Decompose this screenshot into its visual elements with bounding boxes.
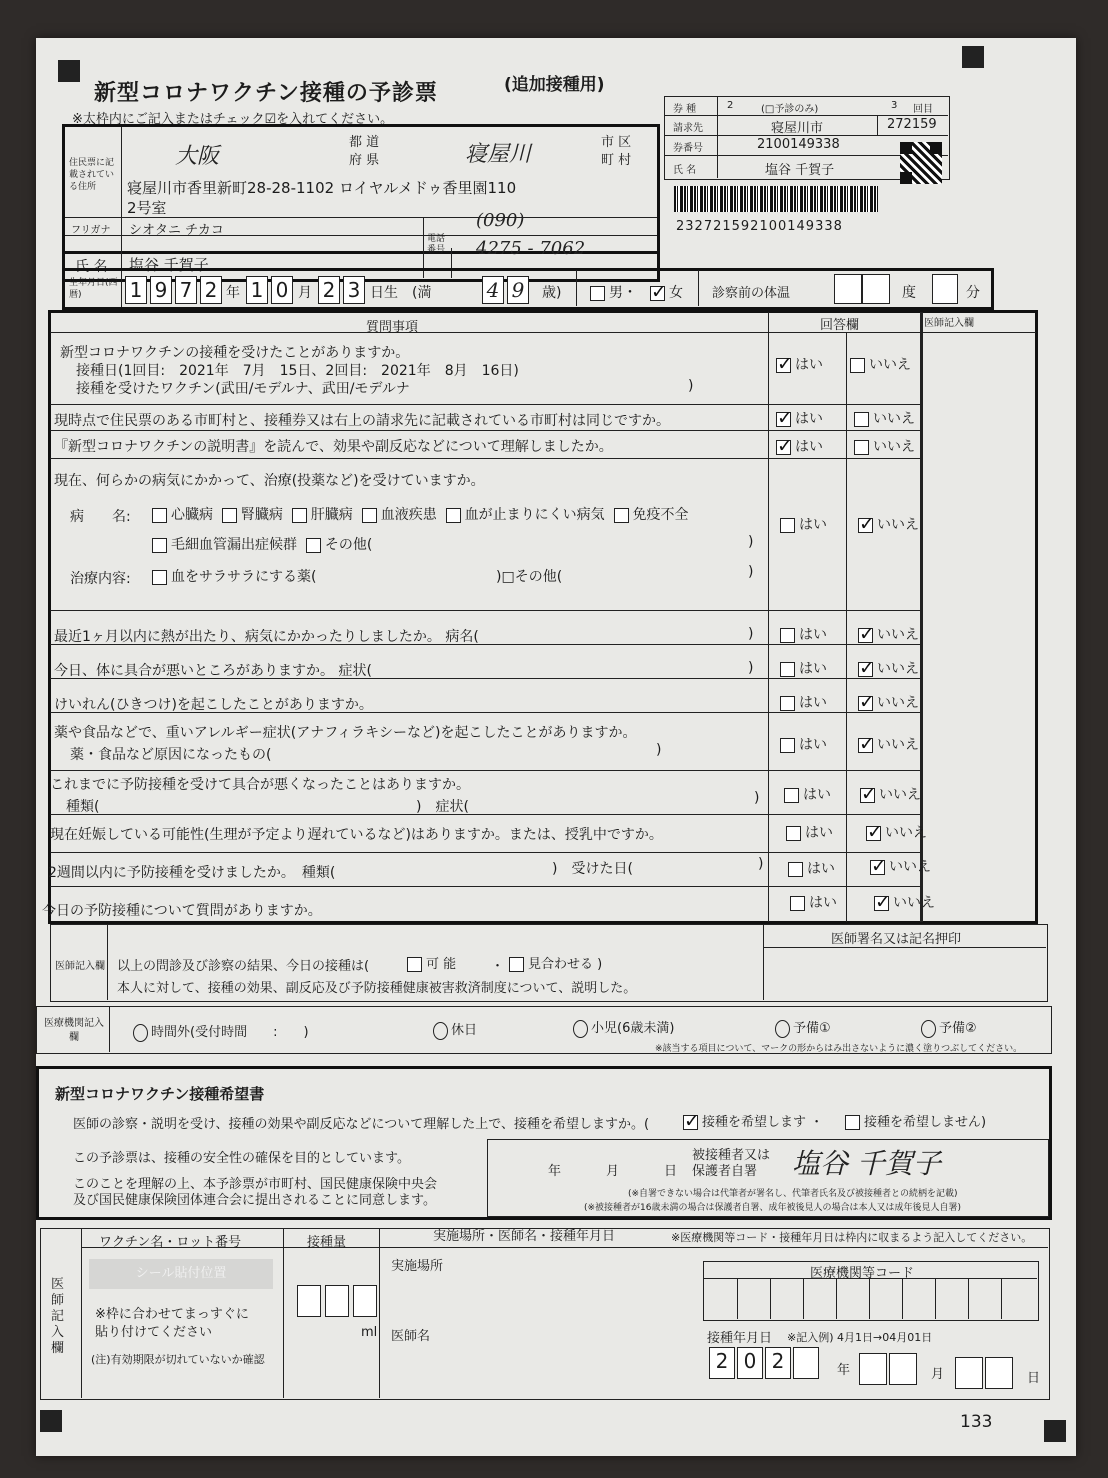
q7-yes-checkbox[interactable] — [780, 696, 795, 711]
q12-yes-checkbox[interactable] — [790, 896, 805, 911]
vaccine-form-paper: 新型コロナワクチン接種の予診票 (追加接種用) ※太枠内にご記入またはチェック☑を入れてください。 券 種 2 (□予診のみ) 3 回目 請求先 寝屋川市 272159 券番号 2100149338 氏 名 塩谷 千賀子 232721592100149338 住民票に記載されている住所 大阪 都 道 府 県 寝屋川 市 区 町 村 寝屋川市香里新町28-28-1102 ロイヤルメドゥ香里園110 2号室 フリガナ シオタニ チカコ 氏 名 塩谷 千賀子 電話番号 (090) 4275 - 7062 生年月日(西暦) 1 9 7 2 年 1 0 月 2 3 日生 (満 4 9 歳) 男・ ✓ 女 診察前の体温 度 分 質問事項 回答欄 医師記入欄 新型コロナワクチンの接種を受けたことがありますか。 接種日(1回目: 2021年 7月 15日、2回目: 2021年 8月 16日) 接種を受けたワクチン(武田/モデルナ、武田/モデルナ ) ✓はい いいえ 現時点で住民票のある市町村と、接種券又は右上の請求先に記載されている市町村は同じですか。 ✓ はい いいえ 『新型コロナワクチンの説明書』を読んで、効果や副反応などについて理解しましたか。 ✓ はい いいえ 現在、何らかの病気にかかって、治療(投薬など)を受けていますか。 病 名: 心臓病 腎臓病 肝臓病 血液疾患 血が止まりにくい病気 免疫不全 毛細血管漏出症候群 その他( ) 治療内容: 血をサラサラにする薬( )□その他( ) はい ✓ いいえ 最近1ヶ月以内に熱が出たり、病気にかかったりしましたか。 病名( ) はい ✓ いいえ 今日、体に具合が悪いところがありますか。 症状( ) はい ✓ いいえ けいれん(ひきつけ)を起こしたことがありますか。 はい ✓ いいえ 薬や食品などで、重いアレルギー症状(アナフィラキシーなど)を起こしたことがありますか。 薬・食品など原因になったもの( ) はい ✓ いいえ これまでに予防接種を受けて具合が悪くなったことはありますか。 種類( ) 症状( ) はい ✓ いいえ 現在妊娠している可能性(生理が予定より遅れているなど)はありますか。または、授乳中ですか。 はい ✓ いいえ 2週間以内に予防接種を受けましたか。 種類( ) 受けた日( ) はい ✓ いいえ 今日の予防接種について質問がありますか。 はい ✓ いいえ 医師記入欄 以上の問診及び診察の結果、今日の接種は( 可 能 ・ 見合わせる ) 本人に対して、接種の効果、副反応及び予防接種健康被害救済制度について、説明した。 医師署名又は記名押印 医療機関記入欄 時間外(受付時間 : ) 休日 小児(6歳未満) 予備① 予備② ※該当する項目について、マークの形からはみ出さないように濃く塗りつぶしてください。 新型コロナワクチン接種希望書 医師の診察・説明を受け、接種の効果や副反応などについて理解した上で、接種を希望しますか。( ✓ 接種を希望します ・ 接種を希望しません) この予診票は、接種の安全性の確保を目的としています。 このことを理解の上、本予診票が市町村、国民健康保険中央会 及び国民健康保険団体連合会に提出されることに同意します。 年 月 日 被接種者又は 保護者自署 塩谷 千賀子 (※自署できない場合は代筆者が署名し、代筆者氏名及び被接種者との続柄を記載) (※被接種者が16歳未満の場合は保護者自署、成年被後見人の場合は本人又は成年後見人自署) 医師記入欄 ワクチン名・ロット番号 接種量 実施場所・医師名・接種年月日 ※医療機関等コード・接種年月日は枠内に収まるよう記入してください。 シール貼付位置 ※枠に合わせてまっすぐに 貼り付けてください (注)有効期限が切れていないか確認 ml 実施場所 医師名 医療機関等コード 接種年月日 ※記入例) 4月1日→04月01日 2 0 2 年 月 日 133 — [36, 38, 1076, 1456]
date-day-box[interactable] — [985, 1357, 1013, 1389]
q1-vaccine: 接種を受けたワクチン(武田/モデルナ、武田/モデルナ — [76, 381, 410, 397]
name-value: 塩谷 千賀子 — [129, 256, 209, 274]
q2-text: 現時点で住民票のある市町村と、接種券又は右上の請求先に記載されている市町村は同じですか。 — [54, 413, 670, 429]
signature-box: 年 月 日 被接種者又は 保護者自署 塩谷 千賀子 (※自署できない場合は代筆者が署名し、代筆者氏名及び被接種者との続柄を記載) (※被接種者が16歳未満の場合は保護者自署、成年被後見人の場合は本人又は成年後見人自署) — [487, 1139, 1049, 1217]
instruction: ※太枠内にご記入またはチェック☑を入れてください。 — [72, 112, 394, 127]
age-digit: 4 — [482, 276, 504, 304]
date-month-box[interactable] — [859, 1353, 887, 1385]
q9-text: これまでに予防接種を受けて具合が悪くなったことはありますか。 — [50, 777, 470, 793]
birth-year-digit: 2 — [200, 276, 222, 304]
doctor-section: 医師記入欄 以上の問診及び診察の結果、今日の接種は( 可 能 ・ 見合わせる ) 本人に対して、接種の効果、副反応及び予防接種健康被害救済制度について、説明した。 医師署名又は記名押印 — [50, 924, 1048, 1002]
q3-text: 『新型コロナワクチンの説明書』を読んで、効果や副反応などについて理解しましたか。 — [54, 439, 613, 455]
q5-yes-checkbox[interactable] — [780, 628, 795, 643]
q12-no-checkbox[interactable] — [874, 896, 889, 911]
prefecture-handwritten: 大阪 — [175, 144, 220, 169]
furigana-value: シオタニ チカコ — [129, 223, 224, 238]
q6-yes-checkbox[interactable] — [780, 662, 795, 677]
corner-mark — [58, 60, 80, 82]
temperature-decimal-box[interactable] — [932, 274, 958, 304]
q5-no-checkbox[interactable] — [858, 628, 873, 643]
consent-want-checkbox[interactable] — [683, 1115, 698, 1130]
corner-mark — [962, 46, 984, 68]
clinic-spare2-radio[interactable] — [921, 1020, 936, 1038]
q3-yes-checkbox[interactable] — [776, 440, 791, 455]
date-day-box[interactable] — [955, 1357, 983, 1389]
birth-month-digit: 0 — [271, 276, 293, 304]
female-checkbox[interactable] — [650, 286, 665, 301]
bottom-doctor-section: 医師記入欄 ワクチン名・ロット番号 接種量 実施場所・医師名・接種年月日 ※医療機関等コード・接種年月日は枠内に収まるよう記入してください。 シール貼付位置 ※枠に合わせてまっすぐに 貼り付けてください (注)有効期限が切れていないか確認 ml 実施場所 医師名 医療機関等コード 接種年月日 ※記入例) 4月1日→04月01日 2 0 2 年 月 日 — [40, 1228, 1050, 1400]
clinic-code-box: 医療機関等コード — [703, 1261, 1039, 1321]
q4-no-checkbox[interactable] — [858, 518, 873, 533]
q11-text: 2週間以内に予防接種を受けましたか。 種類( — [48, 865, 336, 881]
table-head-question: 質問事項 — [366, 320, 419, 335]
date-year-box[interactable] — [793, 1347, 819, 1379]
qr-code-icon — [900, 142, 942, 184]
q1-text: 新型コロナワクチンの接種を受けたことがありますか。 — [60, 345, 410, 361]
consent-signature: 塩谷 千賀子 — [792, 1147, 941, 1180]
barcode-number: 232721592100149338 — [676, 219, 843, 234]
corner-mark — [40, 1410, 62, 1432]
date-month-box[interactable] — [889, 1353, 917, 1385]
doctor-signature-label: 医師署名又は記名押印 — [831, 932, 962, 947]
q1-yes-checkbox[interactable] — [776, 358, 791, 373]
q1-dates: 接種日(1回目: 2021年 7月 15日、2回目: 2021年 8月 16日) — [76, 363, 519, 379]
address-line2: 2号室 — [127, 199, 167, 217]
birth-year-digit: 7 — [175, 276, 197, 304]
q11-no-checkbox[interactable] — [870, 860, 885, 875]
q10-text: 現在妊娠している可能性(生理が予定より遅れているなど)はありますか。または、授乳中ですか。 — [50, 827, 663, 843]
dose-box[interactable] — [297, 1285, 321, 1317]
q5-text: 最近1ヶ月以内に熱が出たり、病気にかかったりしましたか。 病名( — [54, 629, 479, 645]
form-title: 新型コロナワクチン接種の予診票 — [94, 81, 438, 106]
ticket-box: 券 種 2 (□予診のみ) 3 回目 請求先 寝屋川市 272159 券番号 2100149338 氏 名 塩谷 千賀子 — [664, 96, 950, 180]
q6-text: 今日、体に具合が悪いところがありますか。 症状( — [54, 663, 372, 679]
q4-text: 現在、何らかの病気にかかって、治療(投薬など)を受けていますか。 — [54, 473, 485, 489]
q2-yes-checkbox[interactable] — [776, 412, 791, 427]
name-row: 氏 名 塩谷 千賀子 電話番号 — [62, 248, 660, 282]
q10-yes-checkbox[interactable] — [786, 826, 801, 841]
birth-year-digit: 9 — [150, 276, 172, 304]
q8-no-checkbox[interactable] — [858, 738, 873, 753]
doctor-postpone-checkbox[interactable] — [509, 957, 524, 972]
barcode-icon — [674, 186, 878, 212]
corner-mark — [1044, 1420, 1066, 1442]
dose-box[interactable] — [353, 1285, 377, 1317]
q7-no-checkbox[interactable] — [858, 696, 873, 711]
page-number: 133 — [960, 1412, 993, 1432]
q9-no-checkbox[interactable] — [860, 788, 875, 803]
table-head-doctor: 医師記入欄 — [924, 318, 974, 329]
q6-no-checkbox[interactable] — [858, 662, 873, 677]
table-head-answer: 回答欄 — [820, 318, 860, 333]
consent-title: 新型コロナワクチン接種希望書 — [55, 1085, 265, 1103]
q10-no-checkbox[interactable] — [866, 826, 881, 841]
clinic-spare1-radio[interactable] — [775, 1020, 790, 1038]
birth-row: 生年月日(西暦) — [62, 268, 994, 310]
clinic-afterhours-radio[interactable] — [133, 1024, 148, 1042]
q3-no-checkbox[interactable] — [854, 440, 869, 455]
clinic-holiday-radio[interactable] — [433, 1022, 448, 1040]
consent-section: 新型コロナワクチン接種希望書 医師の診察・説明を受け、接種の効果や副反応などについて理解した上で、接種を希望しますか。( ✓ 接種を希望します ・ 接種を希望しません) この予診票は、接種の安全性の確保を目的としています。 このことを理解の上、本予診票が市町村、国民健康保険中央会 及び国民健康保険団体連合会に提出されることに同意します。 年 月 日 被接種者又は 保護者自署 塩谷 千賀子 (※自署できない場合は代筆者が署名し、代筆者氏名及び被接種者との続柄を記載) (※被接種者が16歳未満の場合は保護者自署、成年被後見人の場合は本人又は成年後見人自署) — [36, 1066, 1052, 1220]
phone-line1: (090) — [476, 210, 525, 231]
address-label: 住民票に記載されている住所 — [69, 158, 115, 192]
consent-notwant-checkbox[interactable] — [845, 1115, 860, 1130]
q4-disease-list: 心臓病 腎臓病 肝臓病 血液疾患 血が止まりにくい病気 免疫不全 — [152, 504, 689, 524]
q1-no-checkbox[interactable] — [850, 358, 865, 373]
clinic-section: 医療機関記入欄 時間外(受付時間 : ) 休日 小児(6歳未満) 予備① 予備② ※該当する項目について、マークの形からはみ出さないように濃く塗りつぶしてください。 — [36, 1006, 1052, 1054]
q8-text: 薬や食品などで、重いアレルギー症状(アナフィラキシーなど)を起こしたことがありますか。 — [54, 725, 637, 741]
doctor-possible-checkbox[interactable] — [407, 957, 422, 972]
phone-line2: 4275 - 7062 — [476, 238, 586, 259]
city-handwritten: 寝屋川 — [465, 142, 532, 167]
q8-yes-checkbox[interactable] — [780, 738, 795, 753]
temperature-box[interactable] — [862, 274, 890, 304]
form-title-sub: (追加接種用) — [504, 75, 605, 95]
age-digit: 9 — [507, 276, 529, 304]
male-checkbox[interactable] — [590, 286, 605, 301]
temperature-box[interactable] — [834, 274, 862, 304]
q12-text: 今日の予防接種について質問がありますか。 — [42, 903, 322, 919]
dose-box[interactable] — [325, 1285, 349, 1317]
q9-yes-checkbox[interactable] — [784, 788, 799, 803]
birth-month-digit: 1 — [246, 276, 268, 304]
q7-text: けいれん(ひきつけ)を起こしたことがありますか。 — [54, 697, 373, 713]
q11-yes-checkbox[interactable] — [788, 862, 803, 877]
birth-year-digit: 1 — [125, 276, 147, 304]
sticker-placeholder: シール貼付位置 — [89, 1259, 273, 1289]
address-line1: 寝屋川市香里新町28-28-1102 ロイヤルメドゥ香里園110 — [127, 179, 517, 197]
clinic-child-radio[interactable] — [573, 1020, 588, 1038]
birth-day-digit: 2 — [318, 276, 340, 304]
birth-day-digit: 3 — [343, 276, 365, 304]
q2-no-checkbox[interactable] — [854, 412, 869, 427]
q4-yes-checkbox[interactable] — [780, 518, 795, 533]
q4-disease-list2: 毛細血管漏出症候群 その他( — [152, 534, 372, 554]
personal-info-block: 住民票に記載されている住所 大阪 都 道 府 県 寝屋川 市 区 町 村 寝屋川市香里新町28-28-1102 ロイヤルメドゥ香里園110 2号室 フリガナ シオタニ チカコ — [62, 124, 660, 254]
